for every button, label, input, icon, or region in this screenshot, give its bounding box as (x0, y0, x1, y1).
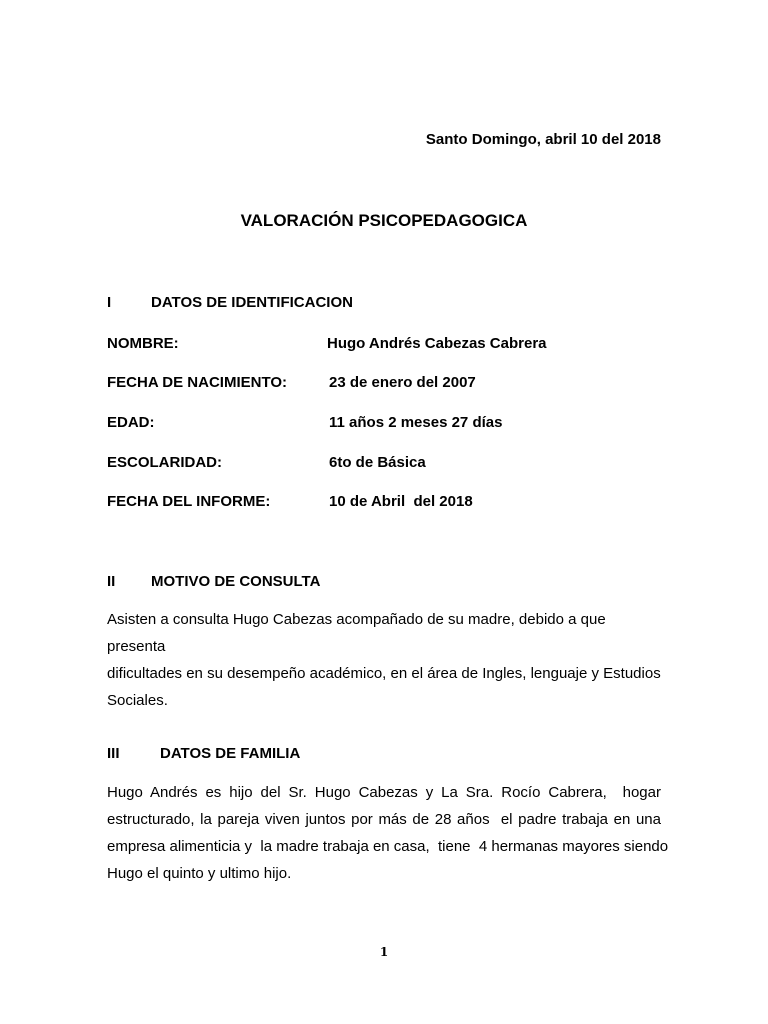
document-title: VALORACIÓN PSICOPEDAGOGICA (240, 211, 528, 230)
field-value-escolaridad: 6to de Básica (329, 454, 426, 471)
field-label-fecha-nacimiento: FECHA DE NACIMIENTO: (107, 374, 287, 391)
page-number: 1 (379, 945, 389, 959)
section-2-number: II (107, 573, 116, 590)
paragraph-line: estructurado, la pareja viven juntos por más de 28 años el padre trabaja en una (107, 811, 661, 828)
field-value-fecha-informe: 10 de Abril del 2018 (329, 493, 473, 510)
datos-familia-paragraph (107, 779, 669, 887)
field-label-nombre: NOMBRE: (107, 335, 179, 352)
section-3-number: III (107, 745, 120, 762)
field-label-escolaridad: ESCOLARIDAD: (107, 454, 222, 471)
paragraph-line: Sociales. (107, 692, 168, 709)
paragraph-line: Hugo el quinto y ultimo hijo. (107, 865, 292, 882)
field-value-fecha-nacimiento: 23 de enero del 2007 (329, 374, 476, 391)
field-label-fecha-informe: FECHA DEL INFORME: (107, 493, 271, 510)
paragraph-line: empresa alimenticia y la madre trabaja en casa, tiene 4 hermanas mayores siendo (107, 838, 669, 855)
section-2-title: MOTIVO DE CONSULTA (151, 573, 321, 590)
place-date: Santo Domingo, abril 10 del 2018 (425, 131, 661, 148)
field-value-edad: 11 años 2 meses 27 días (329, 414, 503, 431)
paragraph-line: Hugo Andrés es hijo del Sr. Hugo Cabezas y La Sra. Rocío Cabrera, hogar (107, 784, 661, 801)
motivo-consulta-paragraph (107, 606, 661, 714)
section-1-title: DATOS DE IDENTIFICACION (151, 294, 353, 311)
section-3-title: DATOS DE FAMILIA (160, 745, 301, 762)
paragraph-line: dificultades en su desempeño académico, en el área de Ingles, lenguaje y Estudios (107, 665, 661, 682)
field-label-edad: EDAD: (107, 414, 155, 431)
paragraph-line: Asisten a consulta Hugo Cabezas acompañado de su madre, debido a que presenta (107, 611, 606, 655)
section-1-number: I (107, 294, 112, 311)
field-value-nombre: Hugo Andrés Cabezas Cabrera (327, 335, 547, 352)
